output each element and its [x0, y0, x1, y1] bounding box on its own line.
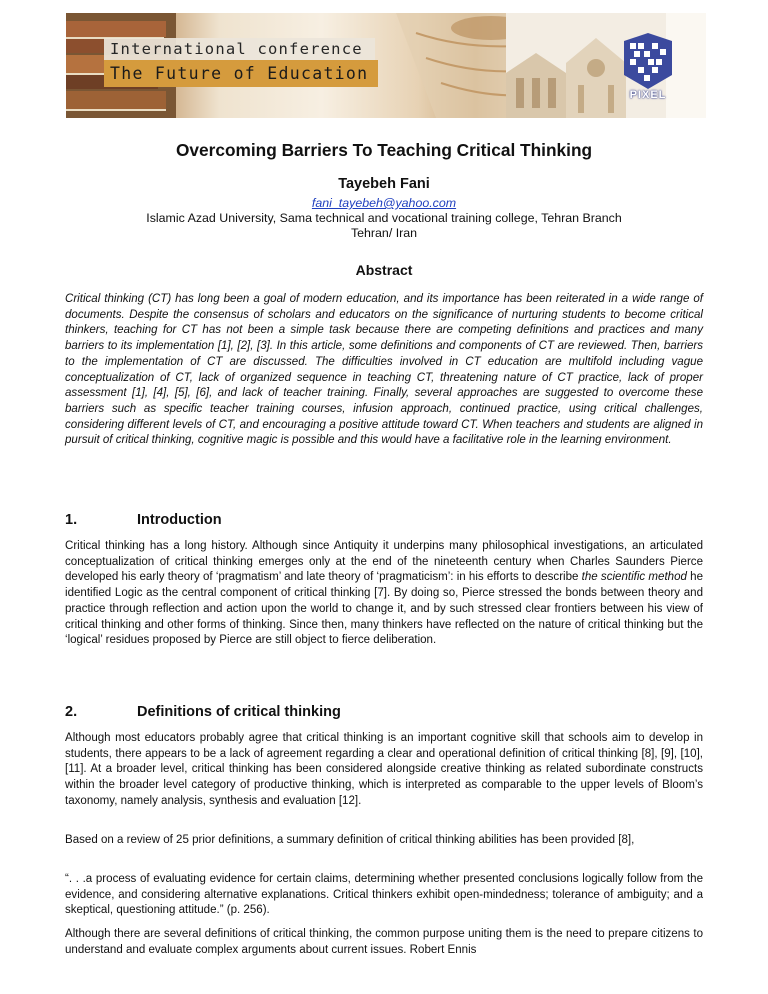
- section-1-italic-term: the scientific method: [581, 571, 687, 584]
- section-2-paragraph-3: Although there are several definitions of critical thinking, the common purpose uniting them is the need to prepare citizens to understand and evaluate complex arguments about current issues. Robert Ennis: [65, 928, 703, 956]
- section-2-paragraph-2: Based on a review of 25 prior definitions, a summary definition of critical thinking abilities has been provided [8],: [65, 834, 635, 846]
- abstract-heading: Abstract: [355, 262, 413, 278]
- pixel-logo-icon: [622, 31, 674, 95]
- pixel-logo-text: PIXEL: [629, 89, 667, 101]
- section-1-title: Introduction: [137, 512, 222, 528]
- abstract-text: Critical thinking (CT) has long been a goal of modern education, and its importance has been reiterated in a wide range of documents. Despite the consensus of scholars and educators on the significance of nurturing students to become critical thinkers, teaching for CT has not been a simple task because there are competing definitions and practices and many barriers to its implementation [1], [2], [3]. In this article, some definitions and components of CT are reviewed. Then, barriers to the implementation of CT are discussed. The difficulties involved in CT education are multifold including vague conceptualization of CT, lack of organized sequence in teaching CT, threatening nature of CT practice, lack of proper assessment [1], [4], [5], [6], and lack of teacher training. Finally, several approaches are suggested to overcome these barriers such as specific teacher training courses, infusion approach, continued practice, using critical challenges, considering different levels of CT, and encouraging a positive attitude toward CT. When teachers and students are aligned in pursuit of critical thinking, cognitive magic is possible and this would have a facilitative role in the learning environment.: [65, 293, 703, 447]
- florence-cathedral-illustration: [506, 13, 706, 118]
- section-1-text-part-2: he identified Logic as the central component of critical thinking [7]. By doing so, Pierce stressed the bonds between theory and practice through reflection and action upon the world to change it, and by such stressed clear frontiers between his view of critical thinking and other forms of thinking. Since then, many thinkers have reflected on the nature of critical thinking but the ‘logical’ residues proposed by Pierce are still object to fierce deliberation.: [65, 571, 703, 647]
- section-2-number: 2.: [65, 704, 78, 720]
- author-name: Tayebeh Fani: [338, 176, 430, 192]
- affiliation-line-1: Islamic Azad University, Sama technical and vocational training college, Tehran Branch: [146, 211, 622, 225]
- section-1-number: 1.: [65, 512, 78, 528]
- section-2-paragraph-1: Although most educators probably agree that critical thinking is an important cognitive skill that schools aim to develop in students, there appears to be a lack of agreement regarding a clear and operational definition of critical thinking [8], [9], [10], [11]. At a broader level, critical thinking has been considered alongside creative thinking as related subordinate constructs within the broader level category of productive thinking, which is interpreted as comparable to the upper levels of Bloom’s taxonomy, namely analysis, synthesis and evaluation [12].: [65, 732, 703, 807]
- section-2-quote: “. . .a process of evaluating evidence for certain claims, determining whether presented conclusions logically follow from the evidence, and considering alternative explanations. Critical thinkers exhibit open-mindedness; tolerance of ambiguity; and a skeptical, questioning attitude.” (p. 256).: [65, 873, 703, 917]
- paper-title: Overcoming Barriers To Teaching Critical Thinking: [175, 140, 593, 160]
- section-1-heading: [65, 512, 703, 528]
- author-affiliation: [0, 211, 768, 241]
- section-1-text-part-1: Critical thinking has a long history. Although since Antiquity it underpins many philosophical investigations, an articulated conceptualization of critical thinking emerges only at the end of the nineteenth century when Charles Saunders Pierce developed his early theory of ‘pragmatism’ and late theory of ‘pragmaticism’: in his efforts to describe: [65, 540, 703, 584]
- banner-line-2: The Future of Education: [104, 60, 378, 87]
- author-email-link[interactable]: fani_tayebeh@yahoo.com: [311, 196, 457, 210]
- section-2-heading: [65, 704, 703, 720]
- affiliation-line-2: Tehran/ Iran: [350, 226, 418, 240]
- banner-line-1: International conference: [104, 38, 375, 60]
- conference-banner: [66, 13, 706, 118]
- section-1-paragraph-1: [65, 539, 703, 649]
- section-2-title: Definitions of critical thinking: [137, 704, 341, 720]
